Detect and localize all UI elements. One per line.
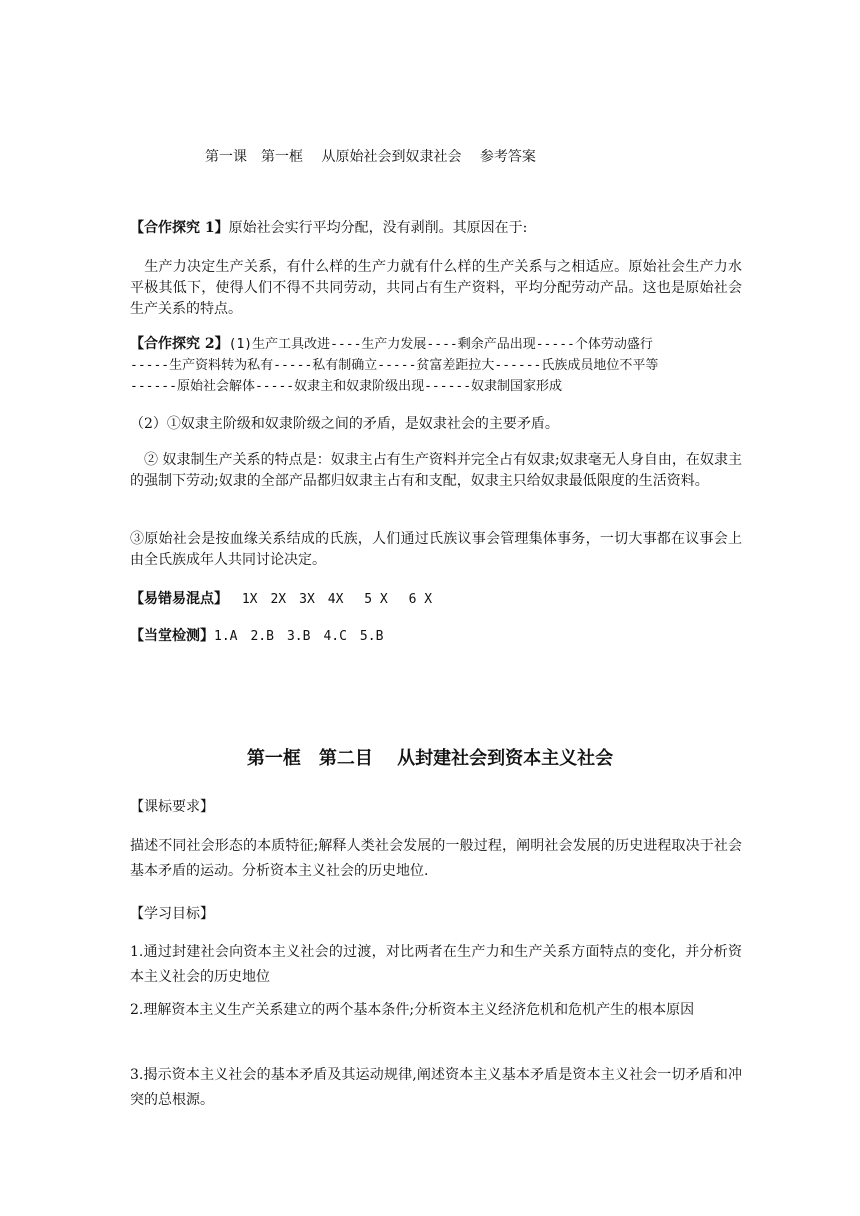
goal-1: 1.通过封建社会向资本主义社会的过渡，对比两者在生产力和生产关系方面特点的变化，并分析资本主义社会的历史地位 — [130, 944, 742, 985]
test-answers: 1.A 2.B 3.B 4.C 5.B — [214, 629, 384, 644]
explore2-item-2-1: （2）①奴隶主阶级和奴隶阶级之间的矛盾，是奴隶社会的主要矛盾。 — [130, 416, 559, 432]
test-label: 【当堂检测】 — [130, 628, 214, 644]
explore2-chain-2: -----生产资料转为私有-----私有制确立-----贫富差距拉大------氏族成员地位不平等 — [130, 358, 659, 373]
goal-3: 3.揭示资本主义社会的基本矛盾及其运动规律,阐述资本主义基本矛盾是资本主义社会一切矛盾和冲突的总根源。 — [130, 1067, 742, 1108]
lesson2-title: 第一框 第二目 从封建社会到资本主义社会 — [246, 748, 614, 769]
standard-label: 【课标要求】 — [130, 799, 214, 815]
explore2-line1 — [130, 334, 742, 355]
goal-2: 2.理解资本主义生产关系建立的两个基本条件;分析资本主义经济危机和危机产生的根本原因 — [130, 1002, 695, 1018]
standard-text: 描述不同社会形态的本质特征;解释人类社会发展的一般过程，阐明社会发展的历史进程取决于社会基本矛盾的运动。分析资本主义社会的历史地位. — [130, 838, 742, 879]
goals-label: 【学习目标】 — [130, 906, 214, 922]
explore1-paragraph: 生产力决定生产关系，有什么样的生产力就有什么样的生产关系与之相适应。原始社会生产力水平极其低下，使得人们不得不共同劳动，共同占有生产资料，平均分配劳动产品。这也是原始社会生产关系的特点。 — [130, 259, 742, 317]
explore2-item-2-3: ③原始社会是按血缘关系结成的氏族，人们通过氏族议事会管理集体事务，一切大事都在议事会上由全氏族成年人共同讨论决定。 — [130, 531, 742, 568]
errors-line — [130, 589, 742, 610]
explore1-label: 【合作探究 1】 — [130, 220, 229, 236]
test-line — [130, 626, 742, 647]
errors-label: 【易错易混点】 — [130, 591, 221, 607]
explore2-chain-3: ------原始社会解体-----奴隶主和奴隶阶级出现------奴隶制国家形成 — [130, 379, 563, 394]
errors-answers: 1X 2X 3X 4X 5 X 6 X — [221, 592, 433, 607]
lesson1-title: 第一课 第一框 从原始社会到奴隶社会 参考答案 — [205, 149, 536, 165]
explore2-label: 【合作探究 2】 — [130, 336, 229, 352]
explore1-line — [130, 218, 742, 239]
explore1-text: 原始社会实行平均分配，没有剥削。其原因在于: — [228, 220, 528, 236]
explore2-item-2-2: ② 奴隶制生产关系的特点是：奴隶主占有生产资料并完全占有奴隶;奴隶毫无人身自由，在奴隶主的强制下劳动;奴隶的全部产品都归奴隶主占有和支配，奴隶主只给奴隶最低限度的生活资料。 — [130, 452, 742, 489]
explore2-chain-1: (1)生产工具改进----生产力发展----剩余产品出现-----个体劳动盛行 — [228, 337, 653, 352]
